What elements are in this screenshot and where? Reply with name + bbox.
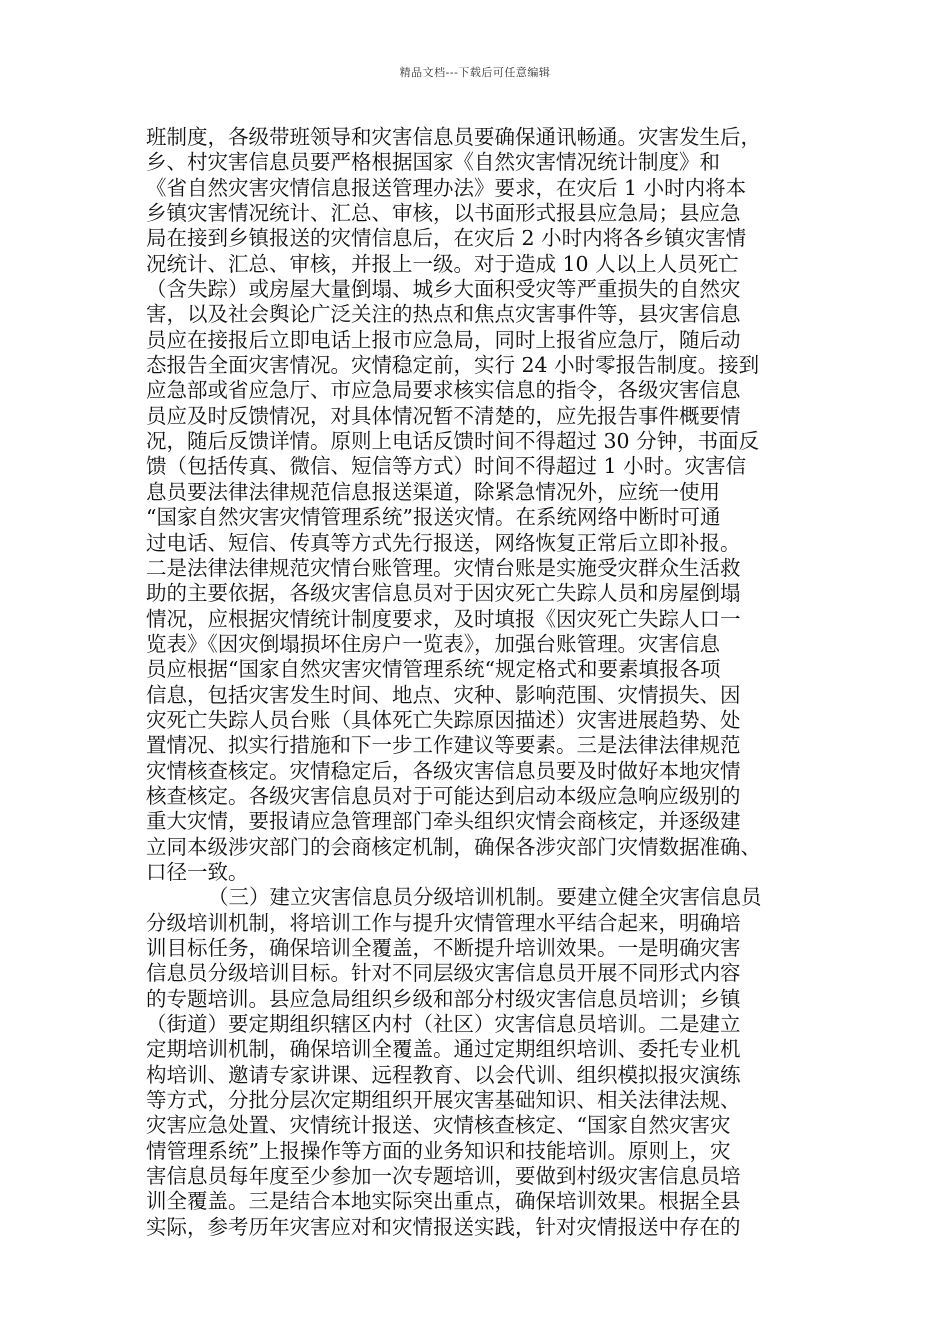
text-line: 乡镇灾害情况统计、汇总、审核，以书面形式报县应急局；县应急: [146, 201, 741, 226]
text-line: 实际，参考历年灾害应对和灾情报送实践，针对灾情报送中存在的: [146, 1214, 741, 1239]
text-line: 分级培训机制，将培训工作与提升灾情管理水平结合起来，明确培: [146, 910, 741, 935]
text-line: 信息，包括灾害发生时间、地点、灾种、影响范围、灾情损失、因: [146, 682, 741, 707]
text-line: 灾情核查核定。灾情稳定后，各级灾害信息员要及时做好本地灾情: [146, 758, 741, 783]
text-line: 训目标任务，确保培训全覆盖，不断提升培训效果。一是明确灾害: [146, 936, 741, 960]
text-line: 口径一致。: [146, 859, 249, 884]
text-line: 等方式，分批分层次定期组织开展灾害基础知识、相关法律法规、: [146, 1088, 741, 1113]
document-body: [146, 125, 828, 1240]
text-line: 核查核定。各级灾害信息员对于可能达到启动本级应急响应级别的: [146, 783, 741, 808]
text-line: （含失踪）或房屋大量倒塌、城乡大面积受灾等严重损失的自然灾: [146, 277, 741, 302]
text-line: “国家自然灾害灾情管理系统”报送灾情。在系统网络中断时可通: [146, 505, 721, 530]
text-line: 态报告全面灾害情况。灾情稳定前，实行 24 小时零报告制度。接到: [146, 353, 760, 378]
text-line: 二是法律法律规范灾情台账管理。灾情台账是实施受灾群众生活救: [146, 555, 741, 580]
text-line: 员应根据“国家自然灾害灾情管理系统“规定格式和要素填报各项: [146, 657, 721, 682]
text-line: 乡、村灾害信息员要严格根据国家《自然灾害情况统计制度》和: [146, 150, 720, 175]
text-line: 员应在接报后立即电话上报市应急局，同时上报省应急厅，随后动: [146, 327, 741, 352]
text-line: 的专题培训。县应急局组织乡级和部分村级灾害信息员培训；乡镇: [146, 986, 741, 1011]
text-line: 置情况、拟实行措施和下一步工作建议等要素。三是法律法律规范: [146, 733, 741, 758]
text-line: 助的主要依据，各级灾害信息员对于因灾死亡失踪人员和房屋倒塌: [146, 581, 741, 606]
page-header: 精品文档---下载后可任意编辑: [399, 66, 551, 79]
text-line: 情管理系统”上报操作等方面的业务知识和技能培训。原则上，灾: [146, 1138, 731, 1163]
text-line: 灾害应急处置、灾情统计报送、灾情核查核定、“国家自然灾害灾: [146, 1113, 731, 1138]
text-line: 害信息员每年度至少参加一次专题培训，要做到村级灾害信息员培: [146, 1164, 741, 1189]
section-heading-line: （三）建立灾害信息员分级培训机制。要建立健全灾害信息员: [208, 885, 762, 910]
text-line: 情况，应根据灾情统计制度要求，及时填报《因灾死亡失踪人口一: [146, 606, 741, 631]
text-line: 立同本级涉灾部门的会商核定机制，确保各涉灾部门灾情数据准确、: [146, 834, 761, 859]
text-line: （街道）要定期组织辖区内村（社区）灾害信息员培训。二是建立: [146, 1012, 741, 1037]
text-line: 息员要法律法律规范信息报送渠道，除紧急情况外，应统一使用: [146, 479, 720, 504]
text-line: 信息员分级培训目标。针对不同层级灾害信息员开展不同形式内容: [146, 961, 741, 986]
text-line: 览表》《因灾倒塌损坏住房户一览表》，加强台账管理。灾害信息: [146, 631, 720, 656]
text-line: 训全覆盖。三是结合本地实际突出重点，确保培训效果。根据全县: [146, 1189, 741, 1214]
text-line: 定期培训机制，确保培训全覆盖。通过定期组织培训、委托专业机: [146, 1037, 741, 1062]
text-line: 重大灾情，要报请应急管理部门牵头组织灾情会商核定，并逐级建: [146, 809, 741, 834]
text-line: 应急部或省应急厅、市应急局要求核实信息的指令，各级灾害信息: [146, 378, 741, 403]
text-line: 馈（包括传真、微信、短信等方式）时间不得超过 1 小时。灾害信: [146, 454, 747, 479]
text-line: 班制度，各级带班领导和灾害信息员要确保通讯畅通。灾害发生后，: [146, 125, 761, 149]
text-line: 况，随后反馈详情。原则上电话反馈时间不得超过 30 分钟，书面反: [146, 429, 760, 454]
text-line: 《省自然灾害灾情信息报送管理办法》要求，在灾后 1 小时内将本: [146, 175, 747, 200]
text-line: 员应及时反馈情况，对具体情况暂不清楚的，应先报告事件概要情: [146, 403, 741, 428]
text-line: 灾死亡失踪人员台账（具体死亡失踪原因描述）灾害进展趋势、处: [146, 707, 741, 732]
text-line: 过电话、短信、传真等方式先行报送，网络恢复正常后立即补报。: [146, 530, 741, 555]
text-line: 害，以及社会舆论广泛关注的热点和焦点灾害事件等，县灾害信息: [146, 302, 741, 327]
text-line: 局在接到乡镇报送的灾情信息后，在灾后 2 小时内将各乡镇灾害情: [146, 226, 747, 251]
text-line: 况统计、汇总、审核，并报上一级。对于造成 10 人以上人员死亡: [146, 251, 739, 276]
text-line: 构培训、邀请专家讲课、远程教育、以会代训、组织模拟报灾演练: [146, 1062, 741, 1087]
